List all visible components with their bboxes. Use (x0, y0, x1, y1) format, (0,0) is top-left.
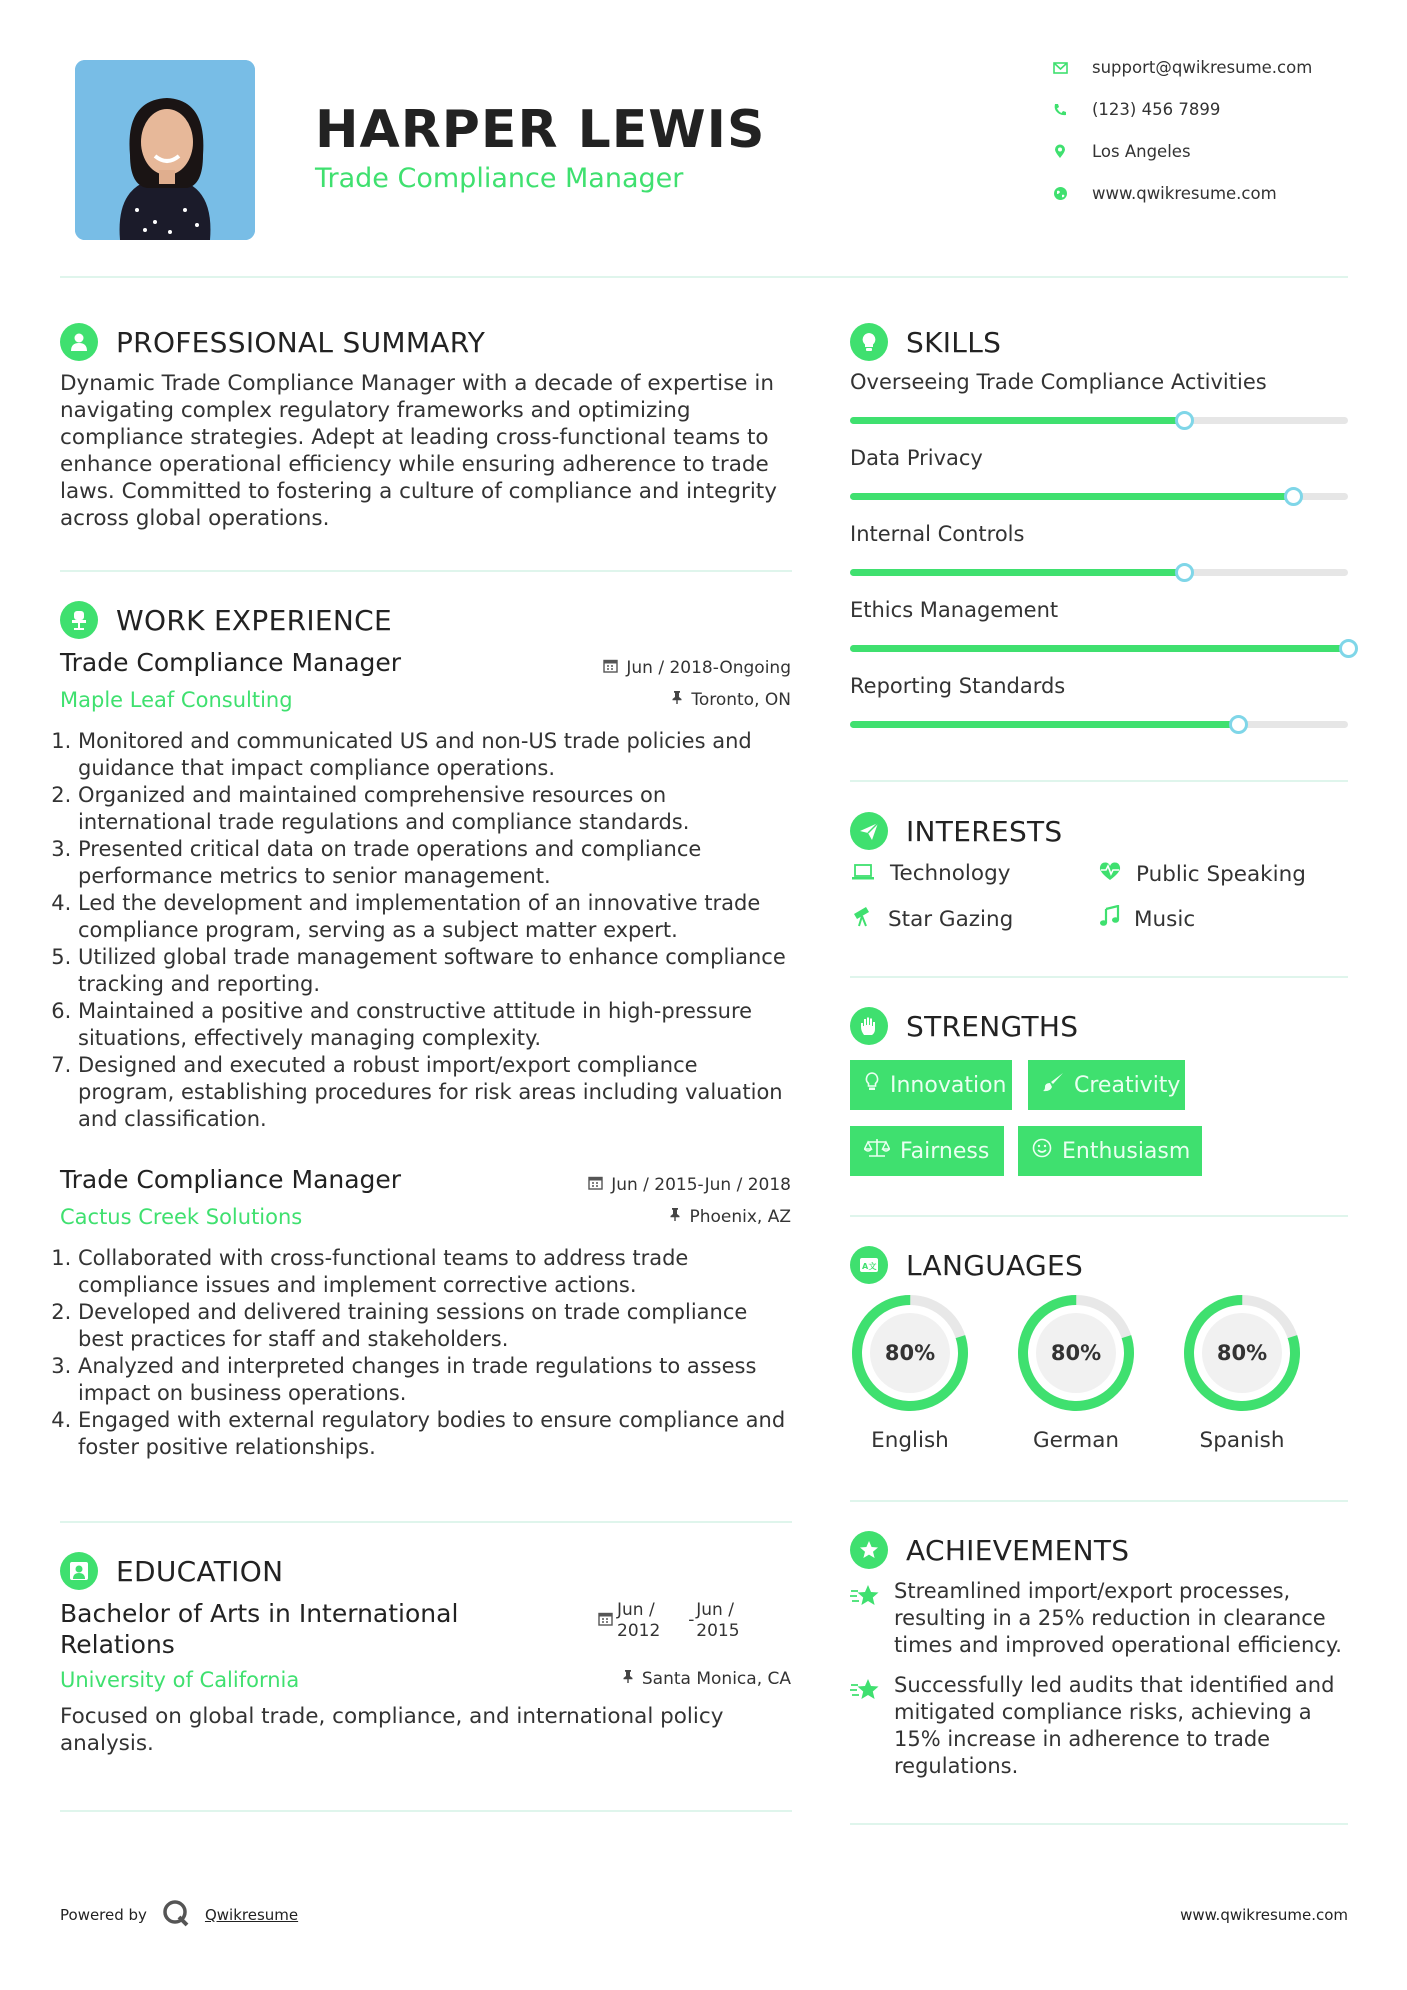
interests-heading: INTERESTS (850, 812, 1063, 850)
summary-divider (60, 570, 792, 572)
skill-bar (850, 721, 1348, 728)
contact-email[interactable] (1052, 58, 1312, 77)
job-title: Trade Compliance Manager (60, 1165, 402, 1194)
strengths-divider (850, 1215, 1348, 1217)
list-item: 4. Led the development and implementation of an innovative trade compliance program, serving as a subject matter expert. (78, 890, 800, 944)
job-location: Toronto, ON (671, 690, 791, 710)
languages-divider (850, 1500, 1348, 1502)
language-percent: 80% (884, 1341, 936, 1365)
language-ring (1182, 1293, 1302, 1413)
profile-photo (75, 60, 255, 240)
smile-icon (1032, 1138, 1052, 1164)
email-text: support@qwikresume.com (1092, 58, 1313, 77)
list-item: 2. Developed and delivered training sessions on trade compliance best practices for staff and stakeholders. (78, 1299, 800, 1353)
skill-label: Ethics Management (850, 598, 1059, 622)
heartbeat-icon (1098, 861, 1122, 887)
skill-label: Reporting Standards (850, 674, 1066, 698)
interests-divider (850, 976, 1348, 978)
experience-heading: WORK EXPERIENCE (60, 601, 392, 639)
job-date: Jun / 2015-Jun / 2018 (588, 1175, 791, 1195)
strength-badge: Creativity (1028, 1060, 1185, 1110)
pin-icon (671, 690, 683, 710)
job-title: Trade Compliance Manager (60, 648, 402, 677)
list-item: 3. Presented critical data on trade operations and compliance performance metrics to senior management. (78, 836, 800, 890)
strength-badge: Innovation (850, 1060, 1012, 1110)
skill-bar-knob (1339, 639, 1358, 658)
candidate-name: HARPER LEWIS (315, 100, 766, 160)
lightbulb-icon (864, 1072, 880, 1098)
music-note-icon (1098, 905, 1120, 933)
pin-icon (669, 1207, 681, 1227)
star-icon (850, 1584, 880, 1659)
skill-bar (850, 569, 1348, 576)
strengths-heading: STRENGTHS (850, 1007, 1078, 1045)
languages-heading: A文 LANGUAGES (850, 1246, 1083, 1284)
skill-bar-fill (850, 569, 1184, 576)
calendar-icon (588, 1175, 603, 1195)
school-name: University of California (60, 1668, 300, 1692)
skills-heading: SKILLS (850, 323, 1001, 361)
language-name: German (1032, 1428, 1120, 1453)
list-item: 3. Analyzed and interpreted changes in trade regulations to assess impact on business operations. (78, 1353, 800, 1407)
achievements-divider (850, 1823, 1348, 1825)
map-pin-icon (1052, 144, 1068, 159)
job-location: Phoenix, AZ (669, 1207, 791, 1227)
interest-item: Star Gazing (852, 905, 1013, 933)
website-text: www.qwikresume.com (1092, 184, 1277, 203)
job-bullets (60, 1245, 800, 1461)
graduate-icon (60, 1552, 98, 1590)
telescope-icon (852, 905, 874, 933)
interest-item: Public Speaking (1098, 861, 1306, 887)
achievements-heading: ACHIEVEMENTS (850, 1531, 1129, 1569)
chair-icon (60, 601, 98, 639)
lightbulb-icon (850, 323, 888, 361)
interest-item: Music (1098, 905, 1195, 933)
education-description: Focused on global trade, compliance, and international policy analysis. (60, 1704, 724, 1756)
skill-label: Overseeing Trade Compliance Activities (850, 370, 1267, 394)
education-heading: EDUCATION (60, 1552, 283, 1590)
skill-label: Data Privacy (850, 446, 983, 470)
skill-bar-fill (850, 493, 1293, 500)
achievement-item: Successfully led audits that identified and mitigated compliance risks, achieving a 15% increase in adherence to trade regulations. (850, 1672, 1334, 1780)
skill-label: Internal Controls (850, 522, 1025, 546)
phone-text: (123) 456 7899 (1092, 100, 1221, 119)
contact-website[interactable] (1052, 184, 1277, 203)
achievement-item: Streamlined import/export processes, resulting in a 25% reduction in clearance times and improved operational efficiency. (850, 1578, 1342, 1659)
language-name: English (871, 1428, 949, 1453)
star-icon (850, 1678, 880, 1780)
skill-bar-knob (1284, 487, 1303, 506)
education-date: Jun / 2012 - Jun / 2015 (598, 1600, 740, 1642)
language-name: Spanish (1199, 1428, 1285, 1453)
calendar-icon (598, 1611, 613, 1632)
globe-icon (1052, 186, 1068, 201)
list-item: 7. Designed and executed a robust import/export compliance program, establishing procedures for risk areas including valuation and classification. (78, 1052, 800, 1133)
strength-badge: Fairness (850, 1126, 1004, 1176)
skills-divider (850, 780, 1348, 782)
interest-item: Technology (852, 861, 1010, 886)
job-company: Maple Leaf Consulting (60, 688, 293, 712)
list-item: 2. Organized and maintained comprehensive resources on international trade regulations and compliance standards. (78, 782, 800, 836)
laptop-icon (852, 861, 874, 886)
candidate-title: Trade Compliance Manager (315, 163, 684, 194)
degree-title: Bachelor of Arts in International Relations (60, 1599, 459, 1659)
skill-bar-knob (1175, 411, 1194, 430)
strength-badge: Enthusiasm (1018, 1126, 1202, 1176)
language-icon (850, 1246, 888, 1284)
summary-heading: PROFESSIONAL SUMMARY (60, 323, 485, 361)
language-ring (850, 1293, 970, 1413)
list-item: 5. Utilized global trade management software to enhance compliance tracking and reporting. (78, 944, 800, 998)
user-icon (60, 323, 98, 361)
email-icon (1052, 62, 1068, 74)
pin-icon (622, 1669, 634, 1689)
qwikresume-logo-icon (161, 1898, 191, 1932)
job-bullets (60, 728, 800, 1133)
brand-link[interactable]: Qwikresume (204, 1906, 299, 1924)
skill-bar-knob (1229, 715, 1248, 734)
skill-bar (850, 493, 1348, 500)
header-divider (60, 276, 1348, 278)
experience-divider (60, 1521, 792, 1523)
skill-bar (850, 645, 1348, 652)
skill-bar-fill (850, 721, 1238, 728)
list-item: 1. Collaborated with cross-functional teams to address trade compliance issues and implement corrective actions. (78, 1245, 800, 1299)
list-item: 1. Monitored and communicated US and non-US trade policies and guidance that impact compliance operations. (78, 728, 800, 782)
language-percent: 80% (1050, 1341, 1102, 1365)
list-item: 4. Engaged with external regulatory bodies to ensure compliance and foster positive relationships. (78, 1407, 800, 1461)
job-date: Jun / 2018-Ongoing (603, 658, 791, 678)
scales-icon (864, 1138, 890, 1164)
list-item: 6. Maintained a positive and constructive attitude in high-pressure situations, effectively managing complexity. (78, 998, 800, 1052)
location-text: Los Angeles (1092, 142, 1191, 161)
contact-phone[interactable] (1052, 100, 1220, 119)
paper-plane-icon (850, 812, 888, 850)
education-location: Santa Monica, CA (622, 1669, 791, 1689)
hand-icon (850, 1007, 888, 1045)
svg-text:A文: A文 (862, 1262, 877, 1271)
contact-location (1052, 142, 1191, 161)
trophy-star-icon (850, 1531, 888, 1569)
powered-by-text: Powered by (60, 1906, 147, 1924)
skill-bar-fill (850, 645, 1348, 652)
phone-icon (1052, 103, 1068, 117)
calendar-icon (603, 658, 618, 678)
summary-text: Dynamic Trade Compliance Manager with a decade of expertise in navigating complex regulatory frameworks and optimizing compliance strategies. Adept at leading cross-functional teams to enhance operational efficiency while ensuring adherence to trade laws. Committed to fostering a culture of compliance and integrity across global operations. (60, 371, 777, 531)
skill-bar-knob (1175, 563, 1194, 582)
language-ring (1016, 1293, 1136, 1413)
footer-url[interactable]: www.qwikresume.com (1180, 1906, 1348, 1924)
footer-brand[interactable] (60, 1898, 298, 1932)
education-divider (60, 1810, 792, 1812)
language-percent: 80% (1216, 1341, 1268, 1365)
skill-bar (850, 417, 1348, 424)
paintbrush-icon (1042, 1072, 1064, 1098)
skill-bar-fill (850, 417, 1184, 424)
job-company: Cactus Creek Solutions (60, 1205, 303, 1229)
